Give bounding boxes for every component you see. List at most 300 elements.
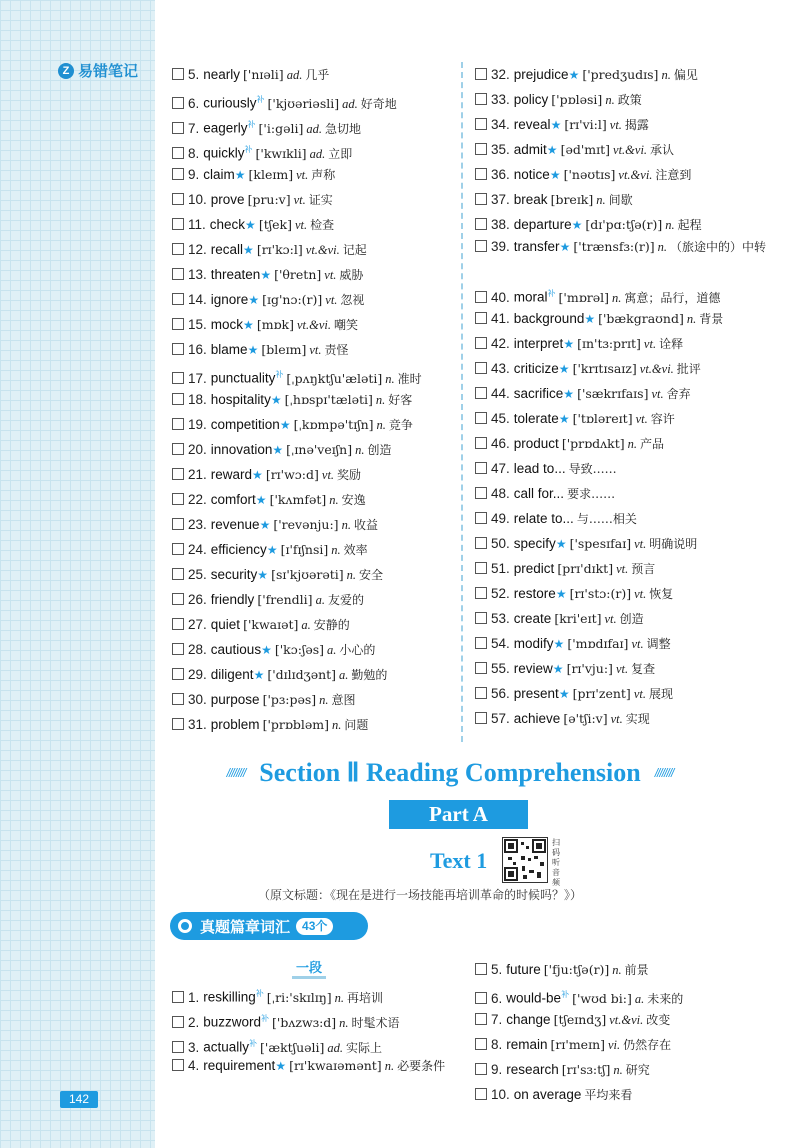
supplement-mark: 补 bbox=[547, 289, 556, 298]
checkbox[interactable] bbox=[172, 372, 184, 384]
qr-label: 扫码听音频 bbox=[552, 838, 560, 887]
part-of-speech: n. bbox=[341, 518, 351, 532]
item-number: 9. bbox=[188, 167, 200, 182]
checkbox[interactable] bbox=[475, 612, 487, 624]
vocab-word: criticize bbox=[513, 361, 559, 376]
checkbox[interactable] bbox=[475, 240, 487, 252]
vocab-word: threaten bbox=[210, 267, 261, 282]
part-of-speech: vi. bbox=[608, 1038, 621, 1052]
meaning: 友爱的 bbox=[327, 593, 364, 607]
vocab-item bbox=[475, 456, 775, 481]
vocab-word: friendly bbox=[210, 592, 255, 607]
phonetic: [ˌhɒspɪ'tæləti] bbox=[284, 392, 373, 407]
checkbox[interactable] bbox=[172, 1059, 184, 1071]
vocab-word: prove bbox=[210, 192, 245, 207]
meaning: 平均来看 bbox=[584, 1088, 633, 1102]
vocab-word: relate to... bbox=[513, 511, 574, 526]
vocab-item bbox=[172, 262, 457, 287]
page-number: 142 bbox=[60, 1091, 98, 1108]
star-icon: ★ bbox=[266, 543, 278, 557]
checkbox[interactable] bbox=[172, 122, 184, 134]
vocab-word: problem bbox=[210, 717, 260, 732]
item-number: 44. bbox=[491, 386, 510, 401]
item-number: 39. bbox=[491, 239, 510, 254]
phonetic: [prɪ'dɪkt] bbox=[557, 561, 614, 576]
checkbox[interactable] bbox=[475, 487, 487, 499]
vocab-word: blame bbox=[210, 342, 248, 357]
vocab-word: revenue bbox=[210, 517, 260, 532]
vocab-list-left bbox=[172, 62, 457, 737]
checkbox[interactable] bbox=[172, 193, 184, 205]
checkbox[interactable] bbox=[475, 462, 487, 474]
item-number: 23. bbox=[188, 517, 207, 532]
phonetic: ['kʌmfət] bbox=[269, 492, 327, 507]
vocab-word: requirement bbox=[203, 1058, 276, 1073]
vocab-count-badge: 43个 bbox=[296, 918, 333, 935]
checkbox[interactable] bbox=[475, 587, 487, 599]
part-of-speech: vt. bbox=[321, 468, 335, 482]
checkbox[interactable] bbox=[475, 992, 487, 1004]
part-of-speech: vt.&vi. bbox=[297, 318, 332, 332]
checkbox[interactable] bbox=[172, 97, 184, 109]
meaning: 勤勉的 bbox=[351, 668, 388, 682]
text-vocab-right bbox=[475, 957, 775, 1107]
vocab-word: break bbox=[513, 192, 548, 207]
phonetic: [ˌpʌŋktʃu'æləti] bbox=[286, 370, 383, 386]
meaning: 好奇地 bbox=[360, 96, 397, 111]
checkbox[interactable] bbox=[475, 1038, 487, 1050]
meaning: 批评 bbox=[676, 362, 701, 376]
checkbox[interactable] bbox=[475, 93, 487, 105]
vocab-word: nearly bbox=[203, 67, 241, 82]
item-number: 17. bbox=[188, 370, 207, 386]
checkbox[interactable] bbox=[475, 1013, 487, 1025]
vocab-item bbox=[172, 712, 457, 737]
checkbox[interactable] bbox=[172, 568, 184, 580]
phonetic: [rɪ'kɔ:l] bbox=[256, 242, 303, 257]
item-number: 8. bbox=[491, 1037, 503, 1052]
part-of-speech: n. bbox=[613, 1063, 623, 1077]
item-number: 20. bbox=[188, 442, 207, 457]
star-icon: ★ bbox=[549, 168, 561, 182]
star-icon: ★ bbox=[550, 118, 562, 132]
phonetic: [kleɪm] bbox=[248, 167, 294, 182]
vocab-word: create bbox=[513, 611, 552, 626]
checkbox[interactable] bbox=[172, 468, 184, 480]
item-number: 18. bbox=[188, 392, 207, 407]
vocab-word: mock bbox=[210, 317, 244, 332]
part-of-speech: vt. bbox=[616, 562, 629, 576]
part-of-speech: vt. bbox=[309, 343, 322, 357]
vocab-item bbox=[475, 506, 775, 531]
meaning: 安静的 bbox=[313, 618, 350, 632]
part-of-speech: ad. bbox=[286, 68, 303, 82]
part-of-speech: vt. bbox=[643, 337, 657, 351]
item-number: 7. bbox=[188, 120, 200, 136]
part-of-speech: vt. bbox=[324, 268, 337, 282]
item-number: 24. bbox=[188, 542, 207, 557]
vocab-word: predict bbox=[513, 561, 555, 576]
vocab-word: quiet bbox=[210, 617, 241, 632]
item-number: 9. bbox=[491, 1062, 503, 1077]
phonetic: [tʃeɪndʒ] bbox=[553, 1012, 607, 1027]
item-number: 30. bbox=[188, 692, 207, 707]
item-number: 32. bbox=[491, 67, 510, 82]
checkbox[interactable] bbox=[475, 168, 487, 180]
meaning: 政策 bbox=[617, 93, 642, 107]
vocab-word: specify bbox=[513, 536, 556, 551]
part-of-speech: n. bbox=[384, 1059, 395, 1073]
star-icon: ★ bbox=[568, 68, 580, 82]
star-icon: ★ bbox=[555, 537, 567, 551]
phonetic: [ɪ'fɪʃnsi] bbox=[280, 542, 329, 557]
checkbox[interactable] bbox=[172, 543, 184, 555]
checkbox[interactable] bbox=[475, 118, 487, 130]
meaning: 忽视 bbox=[340, 293, 365, 307]
meaning: 再培训 bbox=[347, 990, 384, 1005]
vocab-word: sacrifice bbox=[513, 386, 564, 401]
vocab-item bbox=[172, 981, 457, 1006]
item-number: 49. bbox=[491, 511, 510, 526]
star-icon: ★ bbox=[260, 268, 272, 282]
checkbox[interactable] bbox=[475, 712, 487, 724]
checkbox[interactable] bbox=[475, 1063, 487, 1075]
meaning: 创造 bbox=[619, 612, 644, 626]
item-number: 56. bbox=[491, 686, 510, 701]
checkbox[interactable] bbox=[475, 68, 487, 80]
checkbox[interactable] bbox=[172, 991, 184, 1003]
vocab-item bbox=[475, 581, 775, 606]
part-of-speech: vt. bbox=[635, 412, 648, 426]
vocab-item bbox=[172, 637, 457, 662]
item-number: 54. bbox=[491, 636, 510, 651]
item-number: 50. bbox=[491, 536, 510, 551]
section-heading: Section Ⅱ Reading Comprehension bbox=[259, 758, 641, 787]
vocab-word: claim bbox=[203, 167, 235, 182]
item-number: 1. bbox=[188, 989, 200, 1005]
meaning: 未来的 bbox=[647, 991, 684, 1006]
vocab-word: diligent bbox=[210, 667, 254, 682]
vocab-item bbox=[475, 1057, 775, 1082]
checkbox[interactable] bbox=[475, 1088, 487, 1100]
supplement-mark: 补 bbox=[244, 145, 253, 154]
item-number: 27. bbox=[188, 617, 207, 632]
vocab-word: moral bbox=[513, 289, 548, 305]
checkbox[interactable] bbox=[475, 291, 487, 303]
item-number: 42. bbox=[491, 336, 510, 351]
checkbox[interactable] bbox=[475, 637, 487, 649]
checkbox[interactable] bbox=[172, 318, 184, 330]
vocab-word: purpose bbox=[210, 692, 260, 707]
phonetic: ['θretn] bbox=[274, 267, 322, 282]
vocab-item bbox=[475, 556, 775, 581]
phonetic: ['spesɪfaɪ] bbox=[569, 536, 632, 551]
meaning: 嘲笑 bbox=[334, 318, 359, 332]
part-of-speech: n. bbox=[385, 371, 395, 386]
meaning: 时髦术语 bbox=[351, 1015, 400, 1030]
star-icon: ★ bbox=[558, 362, 570, 376]
star-icon: ★ bbox=[559, 240, 571, 254]
checkbox[interactable] bbox=[172, 668, 184, 680]
meaning: 记起 bbox=[342, 243, 367, 257]
part-of-speech: n. bbox=[334, 990, 345, 1005]
checkbox[interactable] bbox=[172, 518, 184, 530]
part-of-speech: vt. bbox=[604, 612, 617, 626]
vocab-word: call for... bbox=[513, 486, 565, 501]
phonetic: ['pɜ:pəs] bbox=[262, 692, 317, 707]
meaning: 调整 bbox=[646, 637, 671, 651]
checkbox[interactable] bbox=[172, 418, 184, 430]
star-icon: ★ bbox=[234, 168, 246, 182]
phonetic: [ˌɪnə'veɪʃn] bbox=[286, 442, 353, 457]
qr-code-icon[interactable] bbox=[502, 837, 548, 883]
supplement-mark: 补 bbox=[275, 370, 284, 379]
meaning: 复查 bbox=[631, 662, 656, 676]
vocab-item bbox=[172, 287, 457, 312]
meaning: （旅途中的）中转 bbox=[670, 240, 767, 254]
checkbox[interactable] bbox=[475, 687, 487, 699]
part-of-speech: n. bbox=[319, 693, 329, 707]
checkbox[interactable] bbox=[172, 243, 184, 255]
checkbox[interactable] bbox=[172, 168, 184, 180]
text-title: Text 1 bbox=[430, 848, 488, 873]
item-number: 7. bbox=[491, 1012, 503, 1027]
vocab-word: reward bbox=[210, 467, 253, 482]
meaning: 承认 bbox=[650, 143, 675, 157]
meaning: 奖励 bbox=[337, 468, 362, 482]
item-number: 13. bbox=[188, 267, 207, 282]
checkbox[interactable] bbox=[475, 437, 487, 449]
vocab-item bbox=[172, 687, 457, 712]
vocab-word: would-be bbox=[506, 990, 562, 1006]
item-number: 6. bbox=[491, 990, 503, 1006]
meaning: 起程 bbox=[677, 218, 702, 232]
part-of-speech: vt.&vi. bbox=[639, 362, 674, 376]
checkbox[interactable] bbox=[172, 493, 184, 505]
item-number: 35. bbox=[491, 142, 510, 157]
vocab-word: future bbox=[506, 962, 541, 977]
checkbox[interactable] bbox=[475, 143, 487, 155]
vocab-item bbox=[172, 437, 457, 462]
checkbox[interactable] bbox=[172, 1041, 184, 1053]
vocab-word: interpret bbox=[513, 336, 564, 351]
vocab-item bbox=[172, 462, 457, 487]
item-number: 3. bbox=[188, 1039, 200, 1055]
phonetic: ['kwaɪət] bbox=[243, 617, 299, 632]
checkbox[interactable] bbox=[475, 512, 487, 524]
checkbox[interactable] bbox=[172, 1016, 184, 1028]
item-number: 10. bbox=[491, 1087, 510, 1102]
item-number: 8. bbox=[188, 145, 200, 161]
checkbox[interactable] bbox=[172, 643, 184, 655]
vocab-item bbox=[475, 162, 775, 187]
phonetic: ['mɒdɪfaɪ] bbox=[567, 636, 629, 651]
part-of-speech: vt.&vi. bbox=[609, 1013, 644, 1027]
phonetic: ['frendli] bbox=[257, 592, 313, 607]
item-number: 5. bbox=[491, 962, 503, 977]
part-of-speech: vt. bbox=[631, 637, 644, 651]
vocab-word: on average bbox=[513, 1087, 582, 1102]
vocab-item bbox=[475, 606, 775, 631]
item-number: 15. bbox=[188, 317, 207, 332]
vocab-word: quickly bbox=[203, 145, 245, 161]
meaning: 准时 bbox=[397, 371, 422, 386]
phonetic: ['kjʊəriəsli] bbox=[267, 95, 340, 111]
star-icon: ★ bbox=[546, 143, 558, 157]
vocab-item bbox=[172, 187, 457, 212]
part-of-speech: a. bbox=[327, 643, 337, 657]
meaning: 容许 bbox=[650, 412, 675, 426]
meaning: 前景 bbox=[624, 963, 649, 977]
vocab-word: prejudice bbox=[513, 67, 569, 82]
phonetic: ['prɒbləm] bbox=[262, 717, 329, 732]
checkbox[interactable] bbox=[172, 343, 184, 355]
meaning: 实现 bbox=[625, 712, 650, 726]
meaning: 实际上 bbox=[346, 1040, 383, 1055]
checkbox[interactable] bbox=[172, 618, 184, 630]
star-icon: ★ bbox=[555, 587, 567, 601]
checkbox[interactable] bbox=[172, 443, 184, 455]
checkbox[interactable] bbox=[475, 412, 487, 424]
phonetic: [breɪk] bbox=[550, 192, 594, 207]
meaning: 间歇 bbox=[608, 193, 633, 207]
vocab-word: comfort bbox=[210, 492, 256, 507]
phonetic: [əd'mɪt] bbox=[560, 142, 611, 157]
checkbox[interactable] bbox=[475, 963, 487, 975]
phonetic: [rɪ'vi:l] bbox=[564, 117, 607, 132]
column-divider bbox=[461, 62, 463, 742]
phonetic: ['prɒdʌkt] bbox=[561, 436, 625, 451]
item-number: 51. bbox=[491, 561, 510, 576]
phonetic: ['fju:tʃə(r)] bbox=[543, 962, 610, 977]
part-of-speech: vt. bbox=[609, 118, 622, 132]
vocab-word: remain bbox=[506, 1037, 548, 1052]
checkbox[interactable] bbox=[475, 218, 487, 230]
checkbox[interactable] bbox=[172, 718, 184, 730]
checkbox[interactable] bbox=[172, 293, 184, 305]
meaning: 注意到 bbox=[655, 168, 692, 182]
phonetic: ['bʌzwɜ:d] bbox=[272, 1014, 337, 1030]
star-icon: ★ bbox=[270, 393, 282, 407]
checkbox[interactable] bbox=[475, 562, 487, 574]
part-of-speech: vt. bbox=[634, 587, 647, 601]
vocab-item bbox=[475, 631, 775, 656]
item-number: 53. bbox=[491, 611, 510, 626]
vocab-item bbox=[172, 387, 457, 412]
checkbox[interactable] bbox=[475, 362, 487, 374]
star-icon: ★ bbox=[552, 662, 564, 676]
part-of-speech: ad. bbox=[306, 121, 322, 136]
meaning: 要求…… bbox=[567, 487, 616, 501]
vocab-item bbox=[475, 187, 775, 212]
part-of-speech: vt. bbox=[610, 712, 623, 726]
phonetic: ['æktʃuəli] bbox=[260, 1039, 325, 1055]
checkbox[interactable] bbox=[475, 387, 487, 399]
star-icon: ★ bbox=[272, 443, 284, 457]
phonetic: ['bækgraʊnd] bbox=[598, 311, 684, 326]
vocab-word: modify bbox=[513, 636, 554, 651]
phonetic: ['pɒləsi] bbox=[551, 92, 603, 107]
phonetic: ['nɪəli] bbox=[243, 67, 284, 82]
part-of-speech: a. bbox=[301, 618, 311, 632]
vocab-item bbox=[475, 1082, 775, 1107]
meaning: 好客 bbox=[388, 393, 413, 407]
checkbox[interactable] bbox=[172, 393, 184, 405]
item-number: 48. bbox=[491, 486, 510, 501]
checkbox[interactable] bbox=[475, 193, 487, 205]
item-number: 12. bbox=[188, 242, 207, 257]
section-title bbox=[170, 758, 730, 788]
vocab-item bbox=[475, 681, 775, 706]
meaning: 安全 bbox=[359, 568, 384, 582]
star-icon: ★ bbox=[571, 218, 583, 232]
star-icon: ★ bbox=[261, 643, 272, 657]
vocab-item bbox=[172, 662, 457, 687]
meaning: 检查 bbox=[310, 218, 335, 232]
vocab-item bbox=[172, 562, 457, 587]
vocab-item bbox=[172, 87, 457, 112]
vocab-word: recall bbox=[210, 242, 244, 257]
phonetic: ['kwɪkli] bbox=[255, 145, 307, 161]
item-number: 41. bbox=[491, 311, 510, 326]
supplement-mark: 补 bbox=[561, 990, 570, 999]
vocab-item bbox=[475, 62, 775, 87]
checkbox[interactable] bbox=[172, 693, 184, 705]
phonetic: ['trænsfɜ:(r)] bbox=[573, 239, 655, 254]
checkbox[interactable] bbox=[475, 312, 487, 324]
vocab-word: eagerly bbox=[203, 120, 248, 136]
part-of-speech: n. bbox=[611, 290, 622, 305]
vocab-word: curiously bbox=[203, 95, 257, 111]
vocab-word: departure bbox=[513, 217, 572, 232]
item-number: 36. bbox=[491, 167, 510, 182]
vocab-item bbox=[475, 212, 775, 237]
star-icon: ★ bbox=[563, 337, 575, 351]
checkbox[interactable] bbox=[172, 68, 184, 80]
part-of-speech: n. bbox=[355, 443, 365, 457]
vocab-item bbox=[475, 306, 775, 331]
item-number: 38. bbox=[491, 217, 510, 232]
meaning: 威胁 bbox=[339, 268, 364, 282]
checkbox[interactable] bbox=[172, 268, 184, 280]
vocab-item bbox=[475, 137, 775, 162]
checkbox[interactable] bbox=[172, 147, 184, 159]
vocab-item bbox=[475, 957, 775, 982]
part-of-speech: n. bbox=[665, 218, 675, 232]
checkbox[interactable] bbox=[172, 218, 184, 230]
item-number: 34. bbox=[491, 117, 510, 132]
star-icon: ★ bbox=[245, 218, 256, 232]
brand-icon: Z bbox=[58, 63, 74, 79]
checkbox[interactable] bbox=[475, 662, 487, 674]
phonetic: [ˌri:'skɪlɪŋ] bbox=[266, 989, 332, 1005]
item-number: 6. bbox=[188, 95, 200, 111]
checkbox[interactable] bbox=[475, 337, 487, 349]
checkbox[interactable] bbox=[172, 593, 184, 605]
item-number: 40. bbox=[491, 289, 510, 305]
part-of-speech: n. bbox=[375, 393, 386, 407]
vocab-word: change bbox=[506, 1012, 551, 1027]
meaning: 明确说明 bbox=[649, 537, 698, 551]
star-icon: ★ bbox=[243, 318, 254, 332]
vocab-word: review bbox=[513, 661, 553, 676]
meaning: 导致…… bbox=[568, 462, 617, 476]
meaning: 背景 bbox=[699, 312, 724, 326]
item-number: 4. bbox=[188, 1058, 200, 1073]
part-of-speech: n. bbox=[331, 543, 341, 557]
checkbox[interactable] bbox=[475, 537, 487, 549]
part-of-speech: a. bbox=[315, 593, 325, 607]
